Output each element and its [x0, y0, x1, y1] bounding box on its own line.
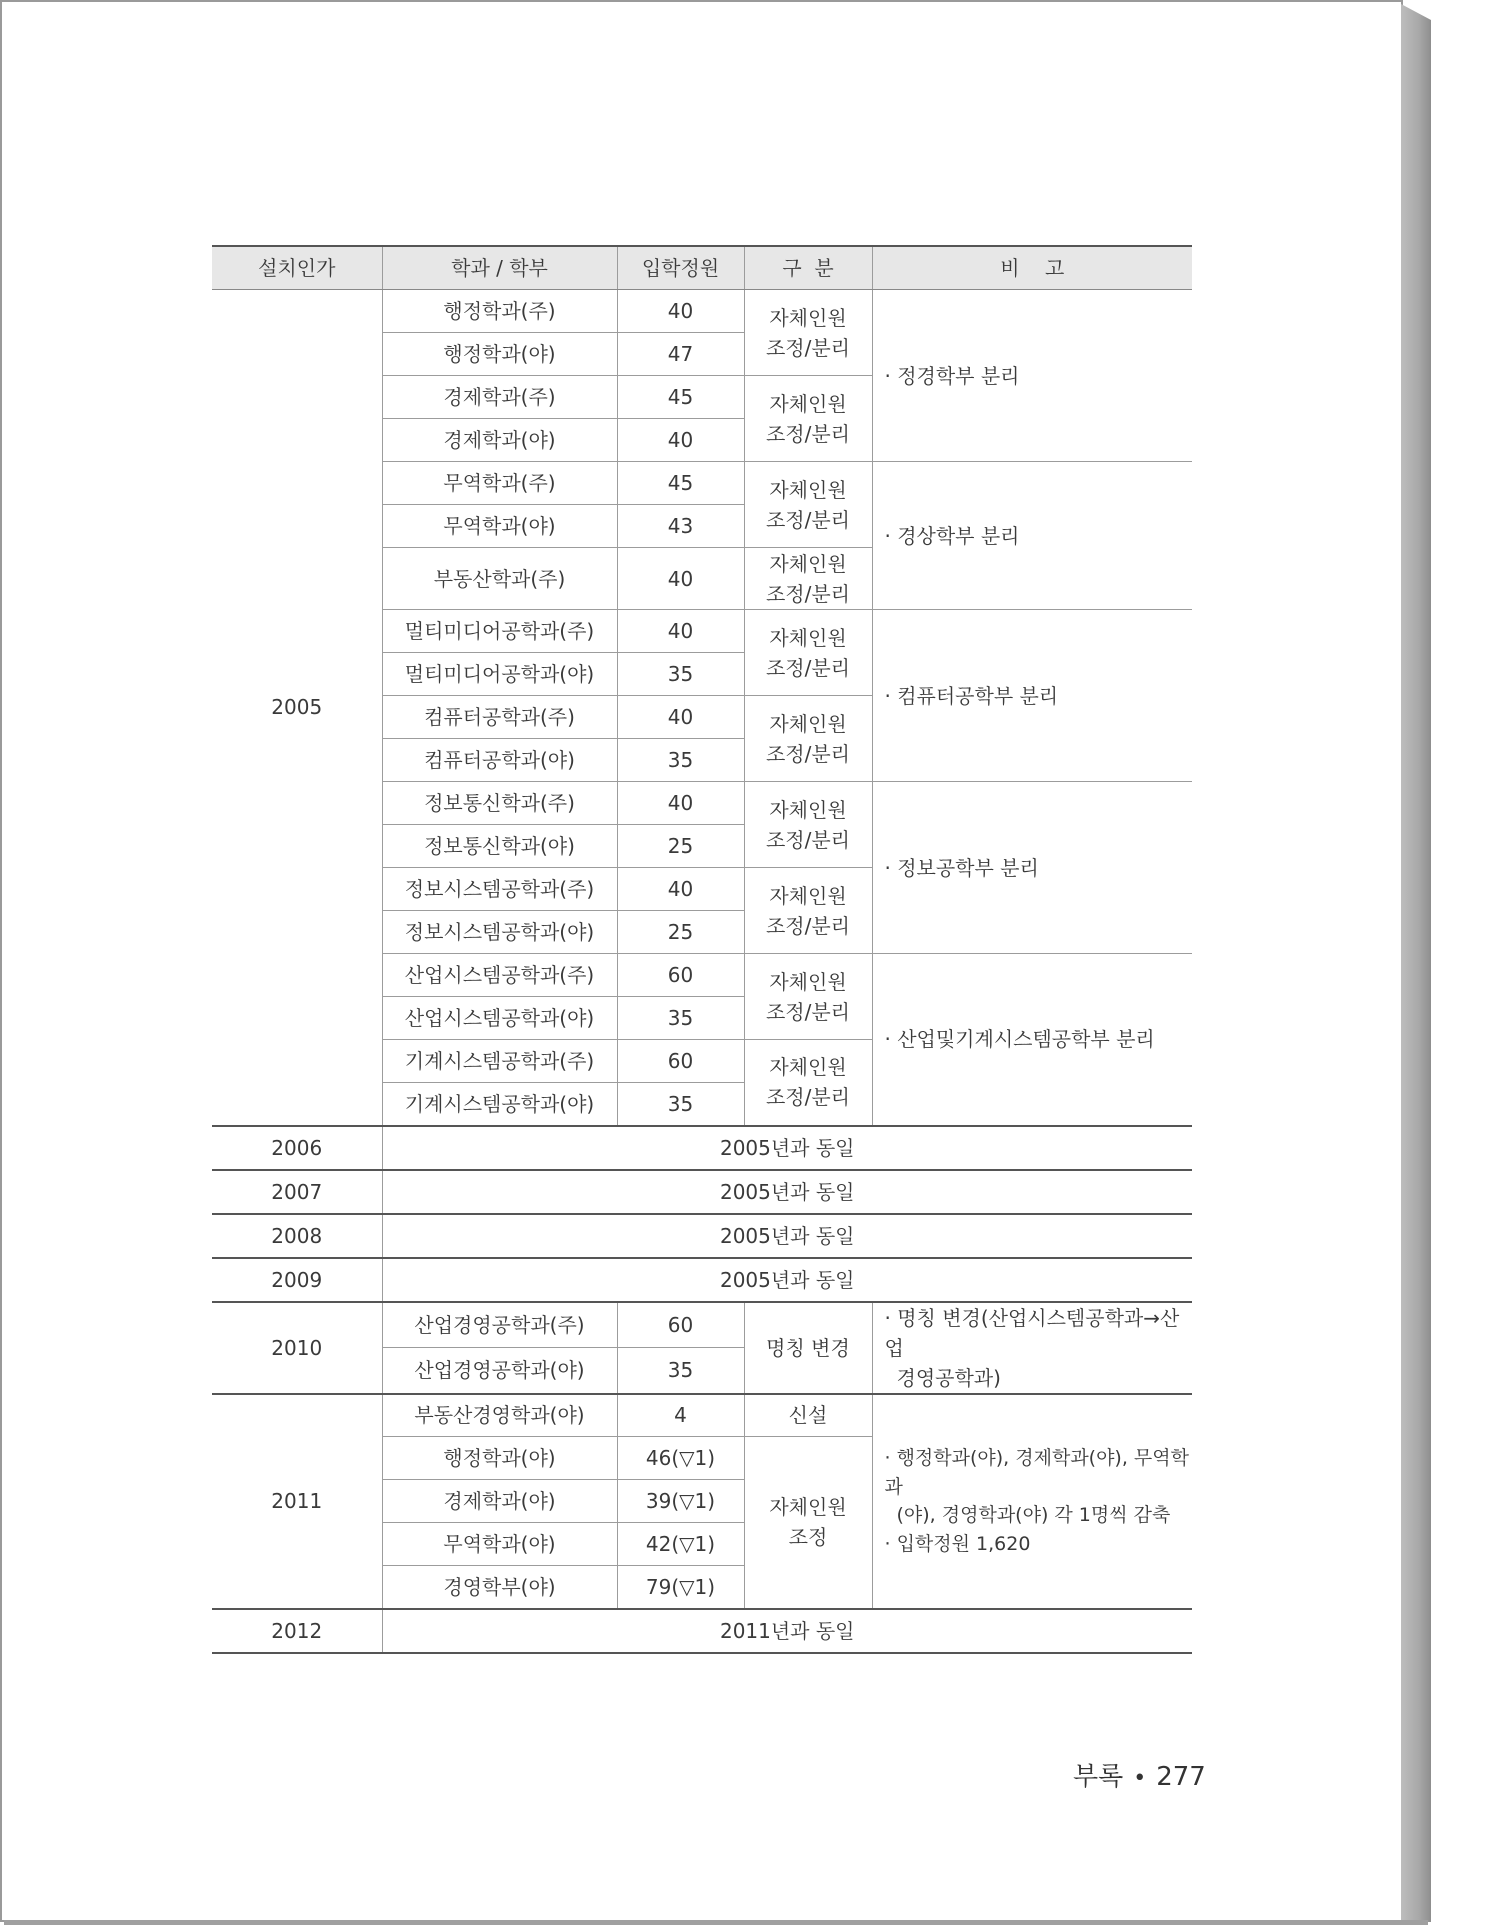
- type-line: 자체인원: [769, 969, 847, 994]
- year-cell: 2009: [212, 1258, 382, 1302]
- year-cell: 2007: [212, 1170, 382, 1214]
- page-label: 부록: [1073, 1762, 1124, 1792]
- note-cell: [872, 1394, 1192, 1609]
- note-cell: · 산업및기계시스템공학부 분리: [872, 954, 1192, 1126]
- type-cell: 명칭 변경: [744, 1302, 872, 1394]
- quota-cell: 40: [617, 419, 744, 462]
- note-line: (야), 경영학과(야) 각 1명씩 감축: [896, 1504, 1171, 1526]
- type-line: 조정/분리: [765, 335, 851, 360]
- quota-cell: 35: [617, 1348, 744, 1394]
- dept-cell: 멀티미디어공학과(야): [382, 653, 617, 696]
- type-cell: [744, 954, 872, 1040]
- type-cell: [744, 290, 872, 376]
- dept-cell: 산업경영공학과(주): [382, 1302, 617, 1348]
- quota-cell: 45: [617, 462, 744, 505]
- note-cell: [872, 1302, 1192, 1394]
- type-line: 자체인원: [769, 1055, 847, 1080]
- type-line: 자체인원: [769, 391, 847, 416]
- type-line: 자체인원: [769, 797, 847, 822]
- table-row: [212, 1609, 1192, 1653]
- establishment-table: [212, 245, 1192, 1654]
- type-line: 자체인원: [769, 1495, 847, 1520]
- dept-cell: 컴퓨터공학과(야): [382, 739, 617, 782]
- table-row: [212, 1302, 1192, 1348]
- dept-cell: 무역학과(야): [382, 1523, 617, 1566]
- year-cell: 2006: [212, 1126, 382, 1170]
- header-note: 비 고: [872, 246, 1192, 290]
- dept-cell: 정보통신학과(야): [382, 825, 617, 868]
- dept-cell: 부동산학과(주): [382, 548, 617, 610]
- quota-cell: 40: [617, 548, 744, 610]
- dept-cell: 경제학과(주): [382, 376, 617, 419]
- quota-cell: 35: [617, 1083, 744, 1126]
- type-line: 자체인원: [769, 305, 847, 330]
- dept-cell: 정보시스템공학과(주): [382, 868, 617, 911]
- type-line: 조정/분리: [765, 507, 851, 532]
- quota-cell: 45: [617, 376, 744, 419]
- dept-cell: 경제학과(야): [382, 1480, 617, 1523]
- dept-cell: 행정학과(야): [382, 333, 617, 376]
- dept-cell: 기계시스템공학과(야): [382, 1083, 617, 1126]
- type-line: 조정/분리: [765, 655, 851, 680]
- header-year: 설치인가: [212, 246, 382, 290]
- quota-cell: 40: [617, 782, 744, 825]
- year-cell: 2005: [212, 290, 382, 1126]
- type-cell: [744, 548, 872, 610]
- note-line: · 입학정원 1,620: [884, 1532, 1031, 1555]
- dept-cell: 부동산경영학과(야): [382, 1394, 617, 1437]
- header-quota: 입학정원: [617, 246, 744, 290]
- same-as-cell: 2005년과 동일: [382, 1170, 1192, 1214]
- quota-cell: 42(▽1): [617, 1523, 744, 1566]
- quota-cell: 47: [617, 333, 744, 376]
- page-edge: [1401, 4, 1431, 1922]
- type-line: 조정/분리: [765, 581, 851, 606]
- header-type: 구 분: [744, 246, 872, 290]
- table-row: [212, 290, 1192, 333]
- page-number-value: 277: [1156, 1762, 1206, 1792]
- table-row: [212, 1214, 1192, 1258]
- type-cell: [744, 782, 872, 868]
- type-cell: [744, 610, 872, 696]
- type-line: 자체인원: [769, 625, 847, 650]
- type-line: 조정: [788, 1525, 828, 1550]
- note-cell: · 컴퓨터공학부 분리: [872, 610, 1192, 782]
- dept-cell: 경영학부(야): [382, 1566, 617, 1609]
- type-line: 자체인원: [769, 711, 847, 736]
- type-cell: [744, 868, 872, 954]
- type-line: 자체인원: [769, 477, 847, 502]
- quota-cell: 40: [617, 290, 744, 333]
- year-cell: 2012: [212, 1609, 382, 1653]
- dept-cell: 행정학과(야): [382, 1437, 617, 1480]
- same-as-cell: 2011년과 동일: [382, 1609, 1192, 1653]
- dept-cell: 산업시스템공학과(야): [382, 997, 617, 1040]
- dept-cell: 행정학과(주): [382, 290, 617, 333]
- table-row: [212, 1258, 1192, 1302]
- same-as-cell: 2005년과 동일: [382, 1214, 1192, 1258]
- quota-cell: 25: [617, 911, 744, 954]
- dept-cell: 멀티미디어공학과(주): [382, 610, 617, 653]
- dept-cell: 컴퓨터공학과(주): [382, 696, 617, 739]
- quota-cell: 35: [617, 997, 744, 1040]
- quota-cell: 60: [617, 1302, 744, 1348]
- note-line: · 명칭 변경(산업시스템공학과→산업: [884, 1305, 1180, 1360]
- type-line: 조정/분리: [765, 827, 851, 852]
- type-cell: [744, 1040, 872, 1126]
- year-cell: 2008: [212, 1214, 382, 1258]
- type-line: 자체인원: [769, 551, 847, 576]
- dept-cell: 정보시스템공학과(야): [382, 911, 617, 954]
- quota-cell: 25: [617, 825, 744, 868]
- quota-cell: 79(▽1): [617, 1566, 744, 1609]
- quota-cell: 35: [617, 739, 744, 782]
- quota-cell: 60: [617, 954, 744, 997]
- type-cell: 신설: [744, 1394, 872, 1437]
- type-line: 자체인원: [769, 883, 847, 908]
- table-row: [212, 1126, 1192, 1170]
- note-cell: · 정경학부 분리: [872, 290, 1192, 462]
- dept-cell: 무역학과(야): [382, 505, 617, 548]
- type-line: 조정/분리: [765, 741, 851, 766]
- dept-cell: 경제학과(야): [382, 419, 617, 462]
- note-cell: · 경상학부 분리: [872, 462, 1192, 610]
- type-cell: [744, 696, 872, 782]
- quota-cell: 46(▽1): [617, 1437, 744, 1480]
- same-as-cell: 2005년과 동일: [382, 1126, 1192, 1170]
- table-row: [212, 1394, 1192, 1437]
- type-cell: [744, 462, 872, 548]
- type-cell: [744, 1437, 872, 1609]
- header-dept: 학과 / 학부: [382, 246, 617, 290]
- type-line: 조정/분리: [765, 1085, 851, 1110]
- type-line: 조정/분리: [765, 421, 851, 446]
- page-number: [1073, 1756, 1206, 1793]
- bullet-dot-icon: •: [1133, 1766, 1147, 1791]
- dept-cell: 산업시스템공학과(주): [382, 954, 617, 997]
- type-line: 조정/분리: [765, 999, 851, 1024]
- page-shadow: [4, 1920, 1428, 1925]
- quota-cell: 35: [617, 653, 744, 696]
- year-cell: 2010: [212, 1302, 382, 1394]
- quota-cell: 43: [617, 505, 744, 548]
- dept-cell: 산업경영공학과(야): [382, 1348, 617, 1394]
- type-line: 조정/분리: [765, 913, 851, 938]
- table-header-row: [212, 246, 1192, 290]
- quota-cell: 40: [617, 696, 744, 739]
- quota-cell: 39(▽1): [617, 1480, 744, 1523]
- quota-cell: 4: [617, 1394, 744, 1437]
- table-row: [212, 1170, 1192, 1214]
- dept-cell: 기계시스템공학과(주): [382, 1040, 617, 1083]
- dept-cell: 정보통신학과(주): [382, 782, 617, 825]
- year-cell: 2011: [212, 1394, 382, 1609]
- quota-cell: 60: [617, 1040, 744, 1083]
- note-line: 경영공학과): [896, 1365, 1001, 1390]
- quota-cell: 40: [617, 610, 744, 653]
- dept-cell: 무역학과(주): [382, 462, 617, 505]
- type-cell: [744, 376, 872, 462]
- note-cell: · 정보공학부 분리: [872, 782, 1192, 954]
- note-line: · 행정학과(야), 경제학과(야), 무역학과: [884, 1447, 1189, 1498]
- same-as-cell: 2005년과 동일: [382, 1258, 1192, 1302]
- quota-cell: 40: [617, 868, 744, 911]
